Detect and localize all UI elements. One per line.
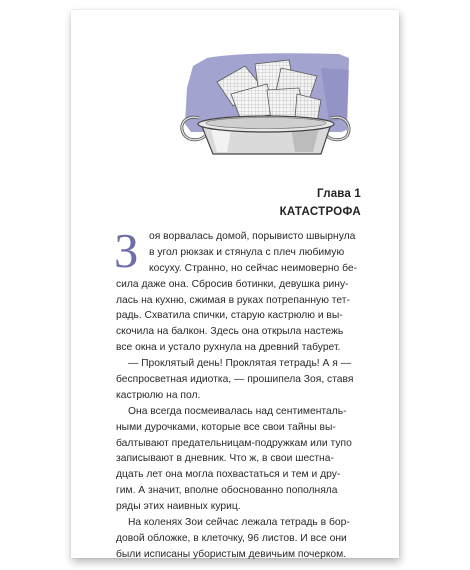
text-line: все окна и устало рухнула на древний табурет. — [116, 342, 341, 354]
text-line: На коленях Зои сейчас лежала тетрадь в бор- — [128, 517, 350, 529]
book-page — [71, 10, 399, 558]
text-line: Она всегда посмеивалась над сентименталь- — [128, 405, 347, 417]
text-line: кастрюлю на пол. — [116, 389, 201, 401]
text-line: лась на кухню, сжимая в руках потрепанную тет- — [116, 294, 350, 306]
text-line: в угол рюкзак и стянула с плеч любимую — [149, 246, 345, 258]
pot-of-burning-pages-icon — [171, 48, 361, 160]
text-line: записывают в дневник. Что ж, в свои шестна- — [116, 453, 334, 465]
text-line: скочила на балкон. Здесь она открыла настежь — [116, 326, 344, 338]
text-line: беспросветная идиотка, — прошипела Зоя, ставя — [116, 374, 354, 386]
text-line: были исписаны убористым девичьим почерком. — [116, 548, 347, 560]
text-line: сила даже она. Сбросив ботинки, девушка рину- — [116, 278, 349, 290]
text-line: радь. Схватила спички, старую кастрюлю и вы- — [116, 310, 343, 322]
drop-cap: З — [114, 223, 139, 278]
text-line: гим. А значит, вполне обоснованно пополняла — [116, 485, 338, 497]
text-line: дцать лет она могла похвастаться и тем и дру- — [116, 469, 341, 481]
text-line: косуху. Странно, но сейчас неимоверно бе- — [149, 262, 358, 274]
text-line: довой обложке, в клеточку, 96 листов. И все они — [116, 532, 347, 544]
chapter-body — [116, 229, 361, 563]
chapter-title: КАТАСТРОФА — [279, 206, 361, 218]
text-line: ными дурочками, которые все свои тайны вы- — [116, 421, 336, 433]
text-line: оя ворвалась домой, порывисто швырнула — [149, 231, 356, 242]
text-line: балтывают предательницам-подружкам или тупо — [116, 437, 352, 449]
chapter-number: Глава 1 — [317, 188, 361, 200]
text-line: — Проклятый день! Проклятая тетрадь! А я — — [128, 358, 351, 370]
text-line: ряды этих наивных куриц. — [116, 501, 241, 513]
